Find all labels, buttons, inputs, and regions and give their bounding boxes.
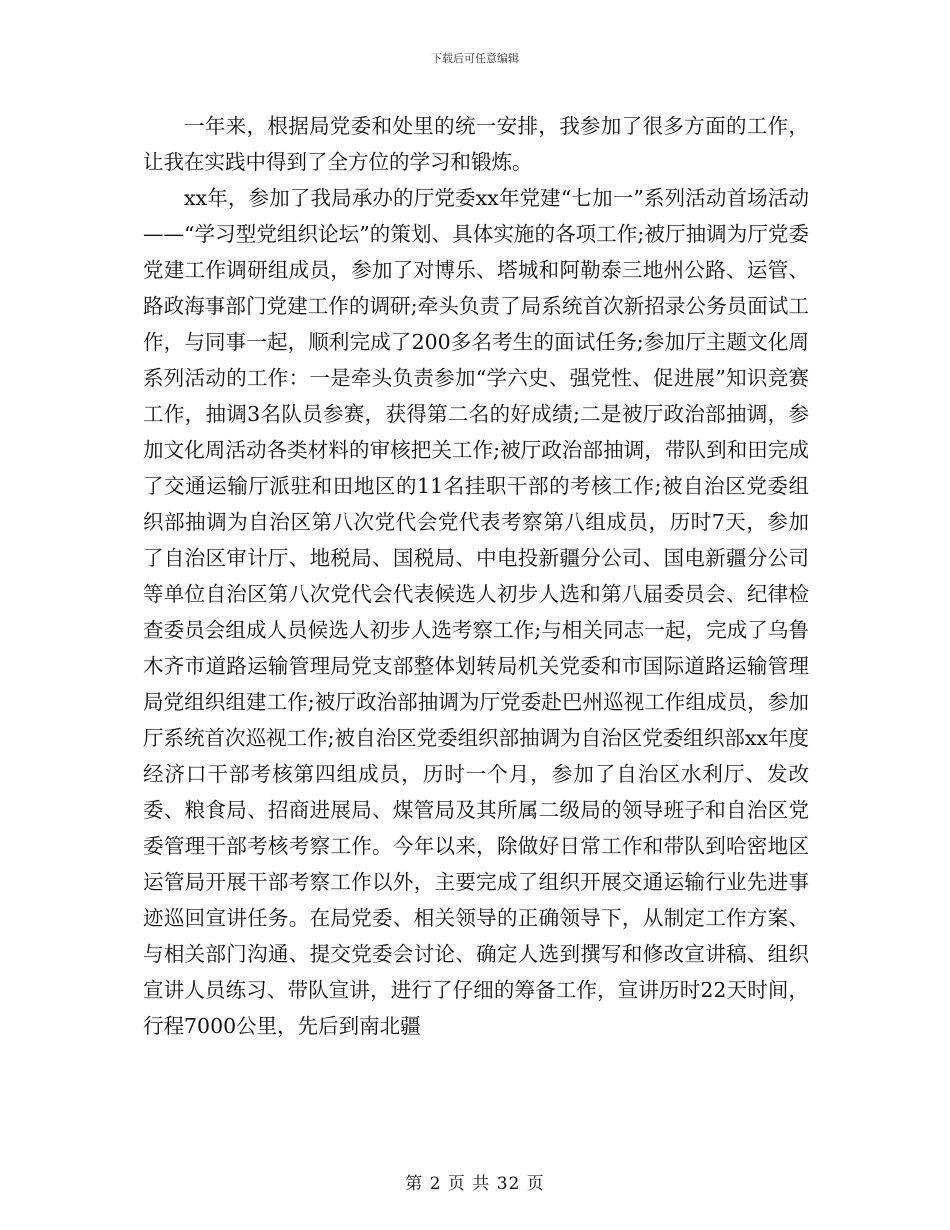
body-paragraph-1: 一年来，根据局党委和处里的统一安排，我参加了很多方面的工作，让我在实践中得到了全方位的学习和锻炼。: [143, 114, 809, 174]
document-body: [143, 108, 809, 1044]
page-number-label: 第 2 页 共 32 页: [405, 1174, 545, 1194]
page-header-note: 下载后可任意编辑: [431, 52, 519, 65]
body-paragraph-2: xx年，参加了我局承办的厅党委xx年党建“七加一”系列活动首场活动——“学习型党组织论坛”的策划、具体实施的各项工作;被厅抽调为厅党委党建工作调研组成员，参加了对博乐、塔城和阿勒泰三地州公路、运管、路政海事部门党建工作的调研;牵头负责了局系统首次新招录公务员面试工作，与同事一起，顺利完成了200多名考生的面试任务;参加厅主题文化周系列活动的工作：一是牵头负责参加“学六史、强党性、促进展”知识竞赛工作，抽调3名队员参赛，获得第二名的好成绩;二是被厅政治部抽调，参加文化周活动各类材料的审核把关工作;被厅政治部抽调，带队到和田完成了交通运输厅派驻和田地区的11名挂职干部的考核工作;被自治区党委组织部抽调为自治区第八次党代会党代表考察第八组成员，历时7天，参加了自治区审计厅、地税局、国税局、中电投新疆分公司、国电新疆分公司等单位自治区第八次党代会代表候选人初步人选和第八届委员会、纪律检查委员会组成人员候选人初步人选考察工作;与相关同志一起，完成了乌鲁木齐市道路运输管理局党支部整体划转局机关党委和市国际道路运输管理局党组织组建工作;被厅政治部抽调为厅党委赴巴州巡视工作组成员，参加厅系统首次巡视工作;被自治区党委组织部抽调为自治区党委组织部xx年度经济口干部考核第四组成员，历时一个月，参加了自治区水利厅、发改委、粮食局、招商进展局、煤管局及其所属二级局的领导班子和自治区党委管理干部考核考察工作。今年以来，除做好日常工作和带队到哈密地区运管局开展干部考察工作以外，主要完成了组织开展交通运输行业先进事迹巡回宣讲任务。在局党委、相关领导的正确领导下，从制定工作方案、与相关部门沟通、提交党委会讨论、确定人选到撰写和修改宣讲稿、组织宣讲人员练习、带队宣讲，进行了仔细的筹备工作，宣讲历时22天时间，行程7000公里，先后到南北疆: [143, 186, 809, 1038]
page-footer: [0, 1173, 950, 1195]
